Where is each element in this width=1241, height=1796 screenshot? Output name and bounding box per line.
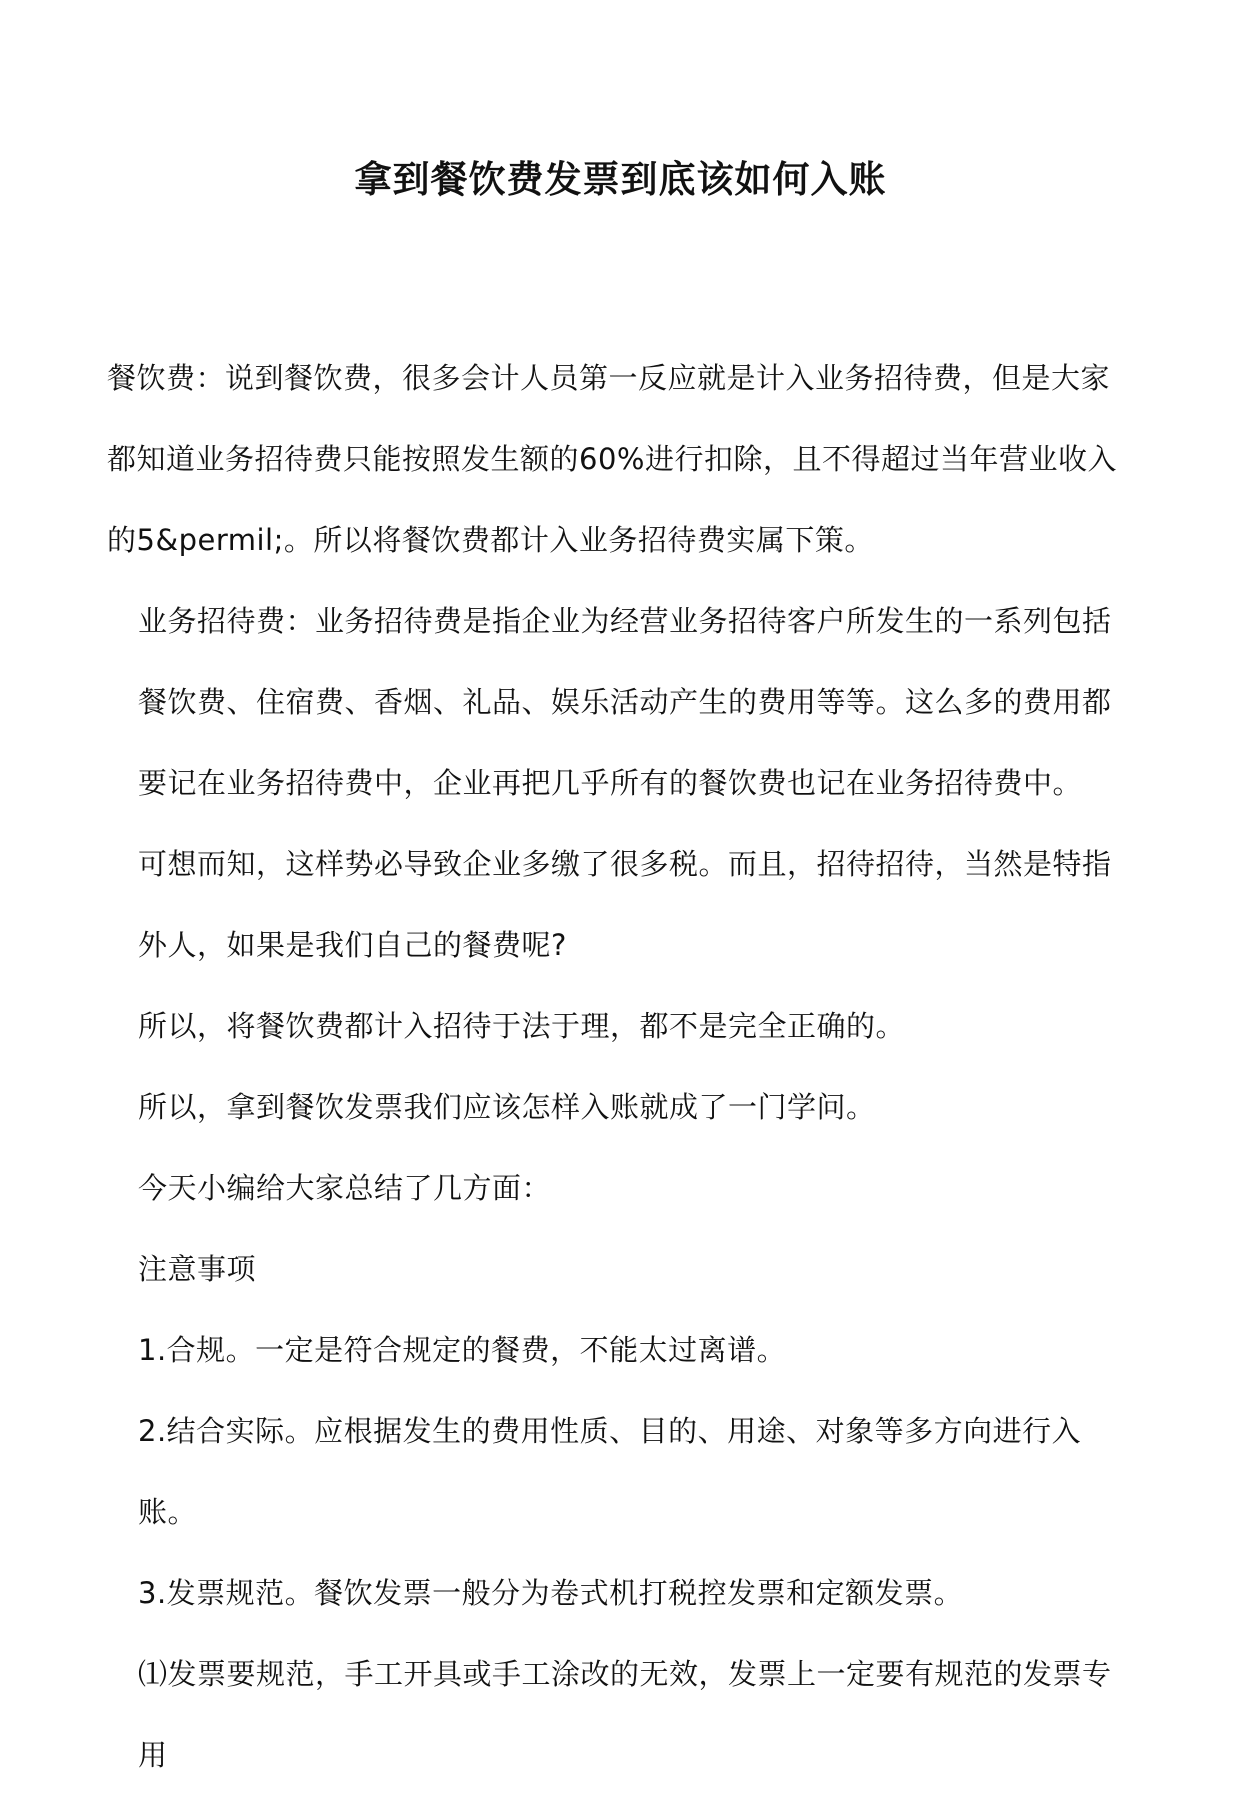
paragraph-entertainment-fee: 业务招待费：业务招待费是指企业为经营业务招待客户所发生的一系列包括餐饮费、住宿费、香烟、礼品、娱乐活动产生的费用等等。这么多的费用都要记在业务招待费中，企业再把几乎所有的餐饮费也记在业务招待费中。	[138, 604, 1112, 800]
section-heading-notes: 注意事项	[138, 1252, 257, 1286]
list-item-invoice-standard: 3.发票规范。餐饮发票一般分为卷式机打税控发票和定额发票。	[138, 1576, 964, 1610]
list-item-invoice-rule-1: ⑴发票要规范，手工开具或手工涂改的无效，发票上一定要有规范的发票专用	[138, 1657, 1112, 1772]
list-item-practical: 2.结合实际。应根据发生的费用性质、目的、用途、对象等多方向进行入账。	[138, 1414, 1082, 1529]
paragraph-catering-fee: 餐饮费：说到餐饮费，很多会计人员第一反应就是计入业务招待费，但是大家都知道业务招待费只能按照发生额的60%进行扣除，且不得超过当年营业收入的5&permil;。所以将餐饮费都计入业务招待费实属下策。	[107, 361, 1117, 557]
document-title: 拿到餐饮费发票到底该如何入账	[354, 158, 887, 201]
document-body	[107, 338, 1137, 1796]
paragraph-summary-intro: 今天小编给大家总结了几方面：	[138, 1171, 552, 1205]
paragraph-tax-consequence: 可想而知，这样势必导致企业多缴了很多税。而且，招待招待，当然是特指外人，如果是我们自己的餐费呢?	[138, 847, 1112, 962]
list-item-compliance: 1.合规。一定是符合规定的餐费，不能太过离谱。	[138, 1333, 787, 1367]
paragraph-question: 所以，拿到餐饮发票我们应该怎样入账就成了一门学问。	[138, 1090, 876, 1124]
paragraph-conclusion: 所以，将餐饮费都计入招待于法于理，都不是完全正确的。	[138, 1009, 906, 1043]
